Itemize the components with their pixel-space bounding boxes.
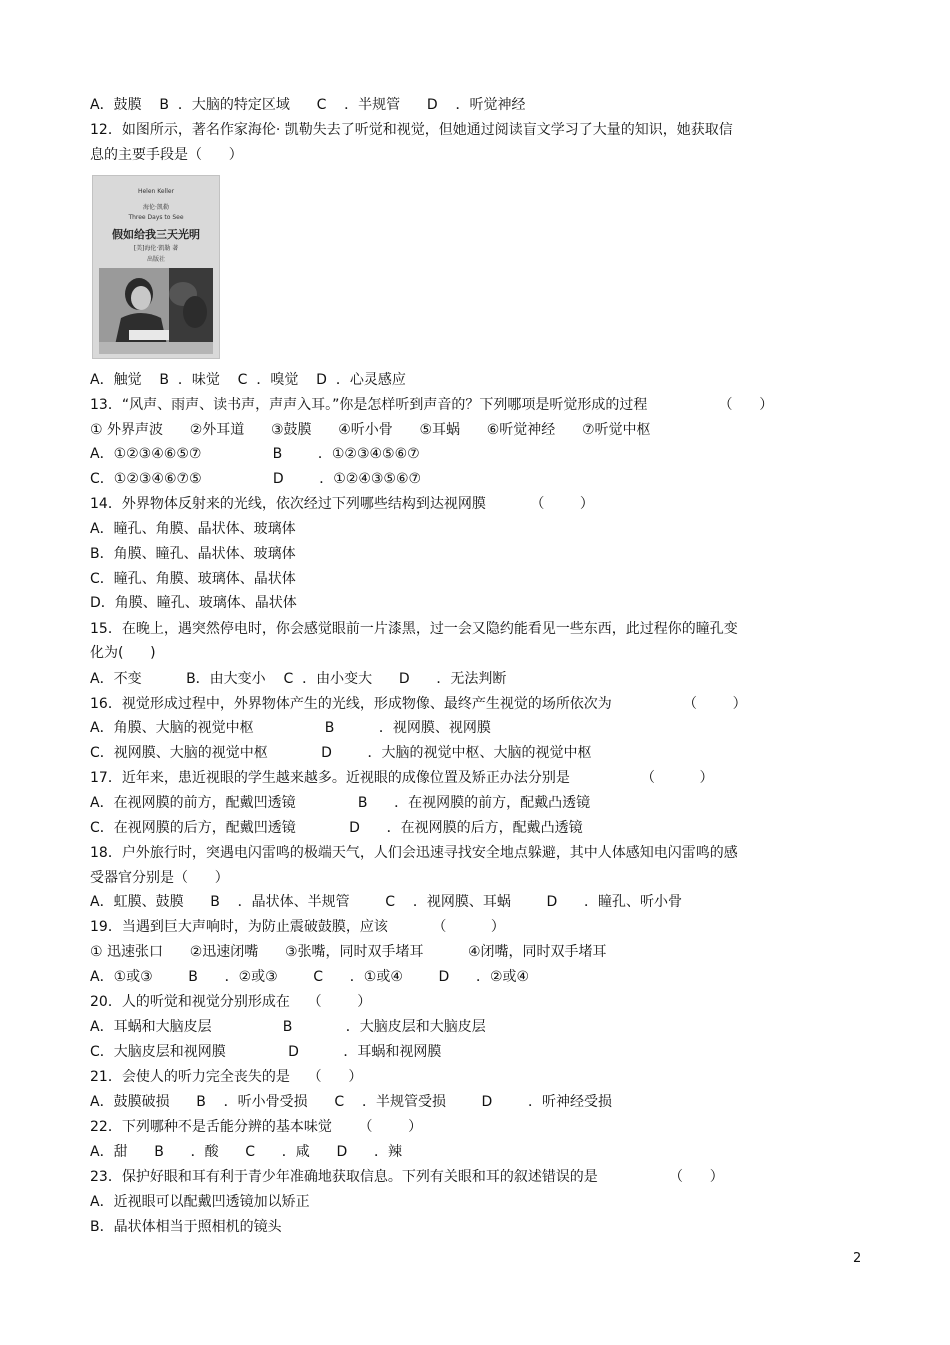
text-line: 20．人的听觉和视觉分别形成在 （ ） [90,994,372,1010]
text-line: 化为( ) [90,645,156,661]
text-line: A．瞳孔、角膜、晶状体、玻璃体 [90,521,296,537]
text-line: A．近视眼可以配戴凹透镜加以矫正 [90,1194,310,1210]
book-chinese-title: 假如给我三天光明 [112,228,200,241]
book-series-text: 海伦·凯勒 [143,204,169,211]
book-english-title: Three Days to See [128,214,184,221]
text-line: A．①②③④⑥⑤⑦ B ．①②③④⑤⑥⑦ [90,446,420,462]
text-line: ① 外界声波 ②外耳道 ③鼓膜 ④听小骨 ⑤耳蜗 ⑥听觉神经 ⑦听觉中枢 [90,422,651,438]
text-line: 16．视觉形成过程中，外界物体产生的光线，形成物像、最终产生视觉的场所依次为 （ ） [90,696,747,712]
text-line: 21．会使人的听力完全丧失的是 （ ） [90,1069,363,1085]
text-line: A．鼓膜破损 B ．听小骨受损 C ．半规管受损 D ．听神经受损 [90,1094,612,1110]
text-line: 17．近年来，患近视眼的学生越来越多。近视眼的成像位置及矫正办法分别是 （ ） [90,770,714,786]
text-line: A．触觉 B ．味觉 C ．嗅觉 D ．心灵感应 [90,372,406,388]
book-publisher-text: 出版社 [146,256,165,263]
text-line: A．虹膜、鼓膜 B ．晶状体、半规管 C ．视网膜、耳蜗 D ．瞳孔、听小骨 [90,894,682,910]
text-line: B．角膜、瞳孔、晶状体、玻璃体 [90,546,296,562]
text-line: D．角膜、瞳孔、玻璃体、晶状体 [90,595,297,611]
text-line: 受器官分别是（ ） [90,870,229,886]
text-line: C．视网膜、大脑的视觉中枢 D ．大脑的视觉中枢、大脑的视觉中枢 [90,745,592,761]
text-line: A．①或③ B ．②或③ C ．①或④ D ．②或④ [90,969,530,985]
text-line: A．角膜、大脑的视觉中枢 B ．视网膜、视网膜 [90,720,491,736]
text-line: C．大脑皮层和视网膜 D ．耳蜗和视网膜 [90,1044,442,1060]
text-line: C．在视网膜的后方，配戴凹透镜 D ．在视网膜的后方，配戴凸透镜 [90,820,583,836]
text-line: 14．外界物体反射来的光线，依次经过下列哪些结构到达视网膜 （ ） [90,496,594,512]
book-top-text: Helen Keller [137,188,175,195]
text-line: A．耳蜗和大脑皮层 B ．大脑皮层和大脑皮层 [90,1019,486,1035]
text-line: A．鼓膜 B ．大脑的特定区域 C ．半规管 D ．听觉神经 [90,97,526,113]
text-line: 23．保护好眼和耳有利于青少年准确地获取信息。下列有关眼和耳的叙述错误的是 （ ） [90,1169,724,1185]
text-line: 13．“风声、雨声、读书声，声声入耳。”你是怎样听到声音的？下列哪项是听觉形成的过程 （ ） [90,397,774,413]
page-number: 2 [853,1251,862,1266]
text-line: B．晶状体相当于照相机的镜头 [90,1219,282,1235]
book-cover-image [92,175,220,359]
text-line: ① 迅速张口 ②迅速闭嘴 ③张嘴，同时双手堵耳 ④闭嘴，同时双手堵耳 [90,944,607,960]
book-author-text: [美]海伦·凯勒 著 [133,245,179,252]
text-line: C．①②③④⑥⑦⑤ D ．①②④③⑤⑥⑦ [90,471,422,487]
text-line: 15．在晚上，遇突然停电时，你会感觉眼前一片漆黑，过一会又隐约能看见一些东西，此过程你的瞳孔变 [90,621,738,637]
text-line: 18．户外旅行时，突遇电闪雷鸣的极端天气，人们会迅速寻找安全地点躲避，其中人体感知电闪雷鸣的感 [90,845,738,861]
text-line: 22．下列哪种不是舌能分辨的基本味觉 （ ） [90,1119,423,1135]
text-line: C．瞳孔、角膜、玻璃体、晶状体 [90,571,296,587]
text-line: 19．当遇到巨大声响时，为防止震破鼓膜，应该 （ ） [90,919,505,935]
portrait-photo [99,268,213,354]
text-line: A．在视网膜的前方，配戴凹透镜 B ．在视网膜的前方，配戴凸透镜 [90,795,591,811]
text-line: 息的主要手段是（ ） [90,147,243,163]
text-line: A．甜 B ．酸 C ．咸 D ．辣 [90,1144,402,1160]
text-line: 12．如图所示，著名作家海伦· 凯勒失去了听觉和视觉，但她通过阅读盲文学习了大量的知识，她获取信 [90,122,733,138]
text-line: A．不变 B．由大变小 C ．由小变大 D ．无法判断 [90,671,507,687]
